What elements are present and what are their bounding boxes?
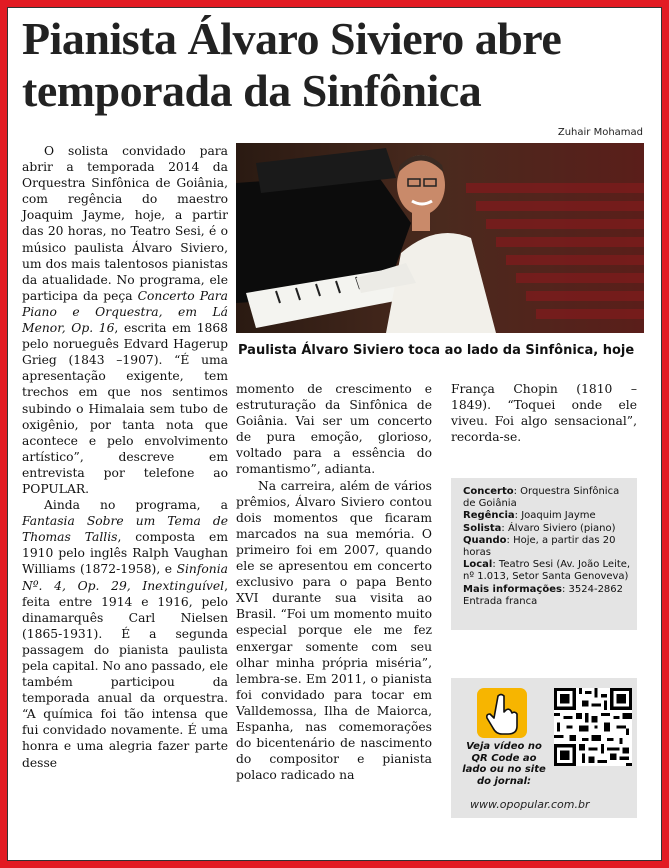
info-value: : Álvaro Siviero (piano)	[501, 522, 616, 534]
photo-credit: Zuhair Mohamad	[557, 127, 643, 138]
info-regencia	[463, 510, 631, 522]
info-label: Solista	[463, 522, 502, 534]
pointing-hand-icon	[477, 688, 527, 738]
text-run: , feita entre 1914 e 1916, pelo dinamarquês Carl Nielsen (1865-1931). É a segunda passagem do pianista paulista pela capital. No ano passado, ele também participou da temporada anual da orquestra. “A química foi tão intensa que fui convidado novamente. É uma honra e uma alegria fazer parte desse	[22, 578, 228, 770]
info-value: : Joaquim Jayme	[514, 510, 596, 522]
info-concerto	[463, 486, 631, 510]
info-value: : Orquestra Sinfônica de Goiânia	[463, 486, 620, 510]
photo-caption: Paulista Álvaro Siviero toca ao lado da Sinfônica, hoje	[238, 343, 635, 358]
info-label: Local	[463, 559, 493, 571]
info-solista	[463, 523, 631, 535]
info-value: : 3524-2862	[561, 583, 624, 595]
info-value: : Hoje, a partir das 20 horas	[463, 534, 616, 559]
pianist-photo-graphic	[236, 143, 644, 333]
text-run: , composta em 1910 pelo inglês Ralph Vaughan Williams (1872-1958), e	[22, 530, 228, 577]
qr-code[interactable]	[554, 688, 632, 766]
work-title: Concerto Para Piano e Orquestra, em Lá Menor, Op. 16	[22, 288, 228, 336]
column-2	[236, 381, 432, 783]
headline: Pianista Álvaro Siviero abre temporada da Sinfônica	[22, 13, 562, 116]
paragraph: momento de crescimento e estruturação da Sinfônica de Goiânia. Vai ser um concerto de pura emoção, glorioso, voltado para a essência do romantismo”, adianta.	[236, 382, 432, 477]
qr-instructions: Veja vídeo no QR Code ao lado ou no site do jornal:	[462, 741, 546, 787]
event-info-box	[451, 478, 637, 630]
work-title: Fantasia Sobre um Tema de Thomas Tallis	[22, 514, 228, 545]
site-url[interactable]: www.opopular.com.br	[470, 798, 590, 811]
paragraph	[22, 497, 228, 771]
paragraph: França Chopin (1810 – 1849). “Toquei onde ele viveu. Foi algo sensacional”, recorda-se.	[451, 382, 637, 445]
paragraph: Na carreira, além de vários prêmios, Álvaro Siviero contou dois momentos que ficaram marcados na sua memória. O primeiro foi em 2007, quando ele se apresentou em concerto exclusivo para o papa Bento XVI durante sua visita ao Brasil. “Foi um momento muito especial porque ele me fez enxergar somente com seu olhar minha própria miséria”, lembra-se. Em 2011, o pianista foi convidado para tocar em Valldemossa, Ilha de Maiorca, Espanha, nas comemorações do bicentenário de nascimento do compositor e pianista polaco radicado na	[236, 478, 432, 783]
info-local	[463, 559, 631, 583]
info-entrada: Entrada franca	[463, 595, 538, 607]
info-quando	[463, 535, 631, 559]
info-label: Concerto	[463, 486, 514, 497]
info-label: Quando	[463, 534, 507, 546]
column-1	[22, 143, 228, 771]
column-3	[451, 381, 637, 445]
paragraph	[22, 143, 228, 497]
info-label: Regência	[463, 510, 515, 522]
work-title: Sinfonia Nº. 4, Op. 29, Inextinguível	[22, 562, 228, 593]
info-value: : Teatro Sesi (Av. João Leite, nº 1.013, Setor Santa Genoveva)	[463, 559, 631, 583]
info-mais	[463, 584, 631, 596]
pianist-photo	[236, 143, 644, 333]
text-run: Ainda no programa, a	[44, 498, 228, 513]
info-label: Mais informações	[463, 583, 562, 595]
text-run: , escrita em 1868 pelo norueguês Edvard Hagerup Grieg (1843 –1907). “É uma apresentação exigente, tem trechos em que nos sentimos subindo o Himalaia sem tubo de oxigênio, por tanta nota que acontece e pelo envolvimento artístico”, descreve em entrevista por telefone ao POPULAR.	[22, 321, 228, 496]
text-run: O solista convidado para abrir a temporada 2014 da Orquestra Sinfônica de Goiânia, com regência do maestro Joaquim Jayme, hoje, a partir das 20 horas, no Teatro Sesi, é o músico paulista Álvaro Siviero, um dos mais talentosos pianistas da atualidade. No programa, ele participa da peça	[22, 144, 228, 303]
